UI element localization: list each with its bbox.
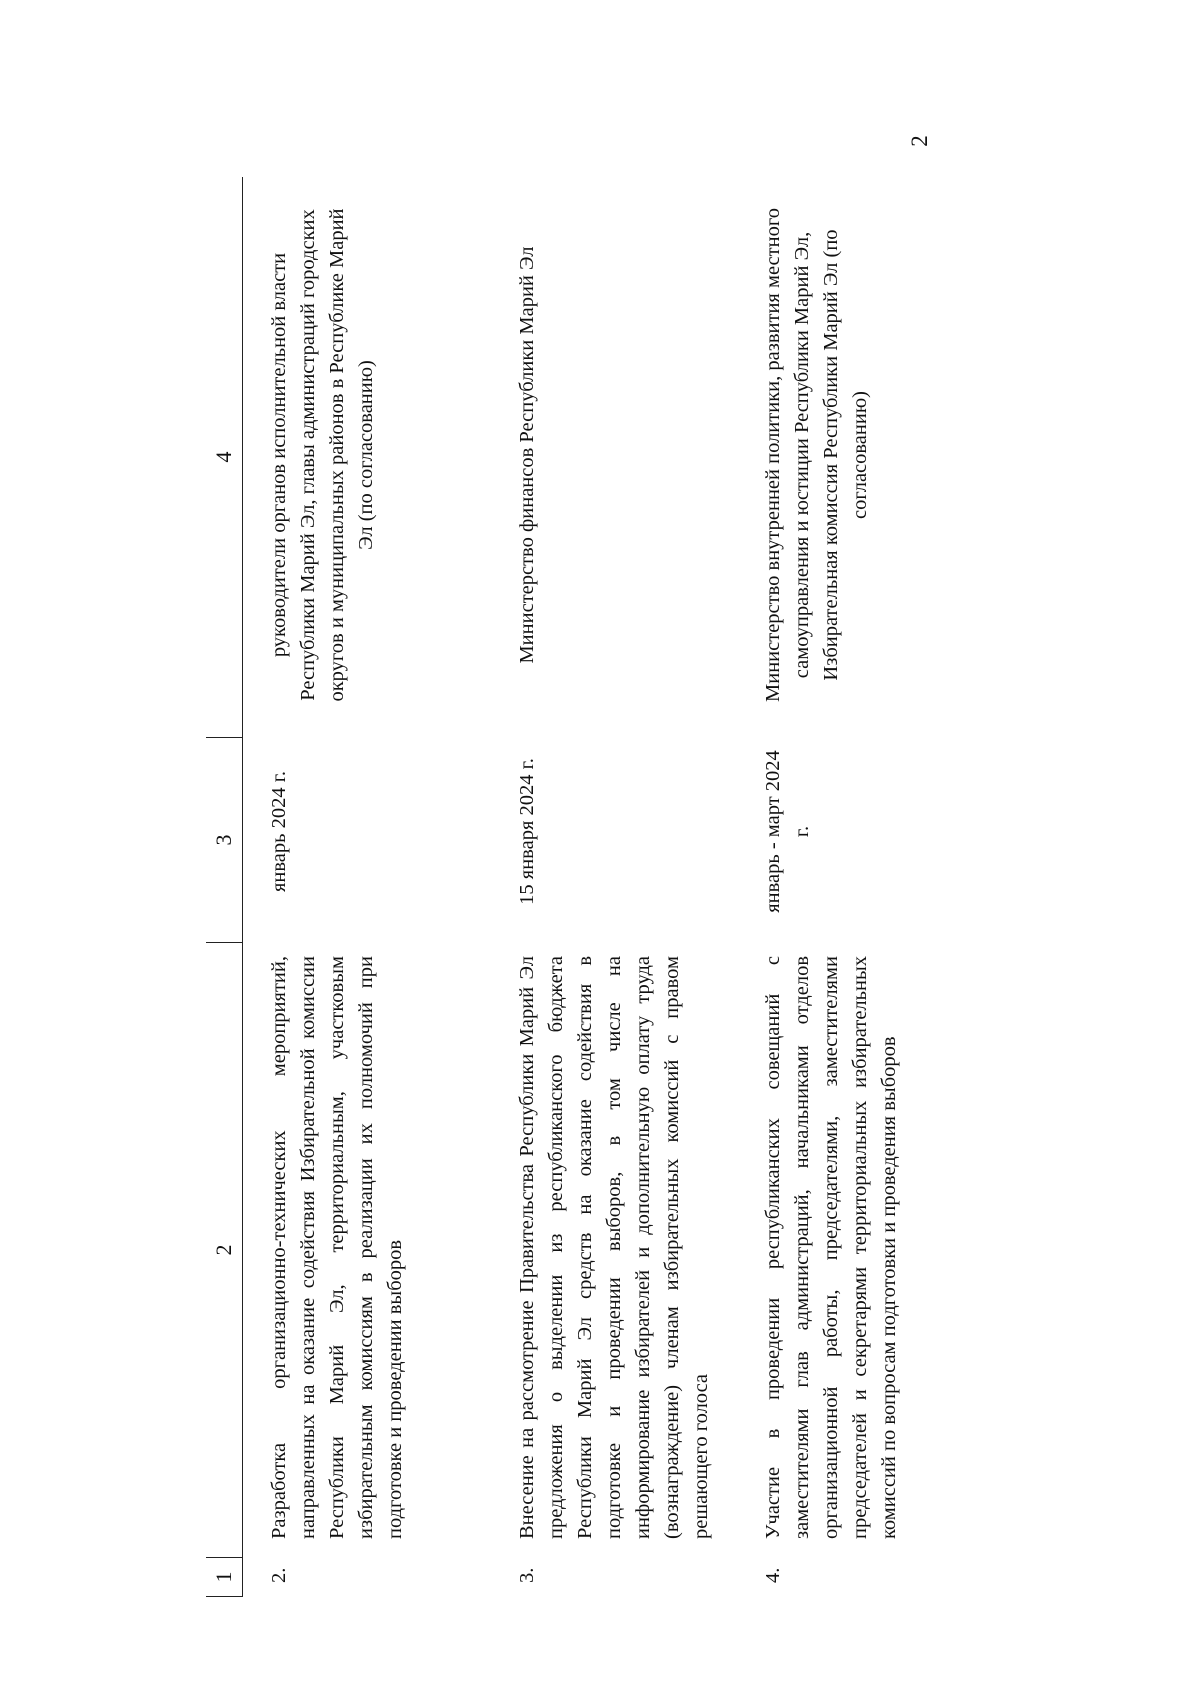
table-header-col-1: 1 — [206, 1557, 243, 1597]
row-number: 2. — [268, 1567, 290, 1583]
row-number: 4. — [762, 1567, 784, 1583]
responsible-parties: руководители органов исполнительной власти Республики Марий Эл, главы администраций городских округов и муниципальных районов в Республике Марий Эл (по согласованию) — [268, 208, 377, 702]
page-number: 2 — [906, 135, 932, 147]
event-description: Разработка организационно-технических мероприятий, направленных на оказание содействия Избирательной комиссии Республики Марий Эл, территориальным, участковым избирательным комиссиям в реализации их полномочий при подготовке и проведении выборов — [268, 956, 406, 1539]
responsible-parties: Министерство внутренней политики, развития местного самоуправления и юстиции Республики Марий Эл, Избирательная комиссия Республики Марий Эл (по согласованию) — [762, 208, 871, 702]
row-number: 3. — [516, 1567, 538, 1583]
table-header-col-4: 4 — [206, 177, 243, 737]
table-header-col-2: 2 — [206, 942, 243, 1557]
table-header-col-3: 3 — [206, 737, 243, 942]
event-description: Внесение на рассмотрение Правительства Республики Марий Эл предложения о выделении из республиканского бюджета Республики Марий Эл средств на оказание содействия в подготовке и проведении выборов, в том числе на информирование избирателей и дополнительную оплату труда (вознаграждение) членам избирательных комиссий с правом решающего голоса — [516, 956, 712, 1539]
plan-table — [206, 177, 904, 1597]
deadline: январь 2024 г. — [268, 771, 290, 892]
deadline: 15 января 2024 г. — [516, 758, 538, 905]
event-description: Участие в проведении республиканских совещаний с заместителями глав администраций, начальниками отделов организационной работы, председателями, заместителями председателей и секретарями территориальных избирательных комиссий по вопросам подготовки и проведения выборов — [762, 956, 900, 1539]
responsible-parties: Министерство финансов Республики Марий Эл — [516, 246, 538, 664]
deadline: январь - март 2024 г. — [762, 750, 813, 913]
rotated-table-sheet — [206, 177, 900, 1597]
